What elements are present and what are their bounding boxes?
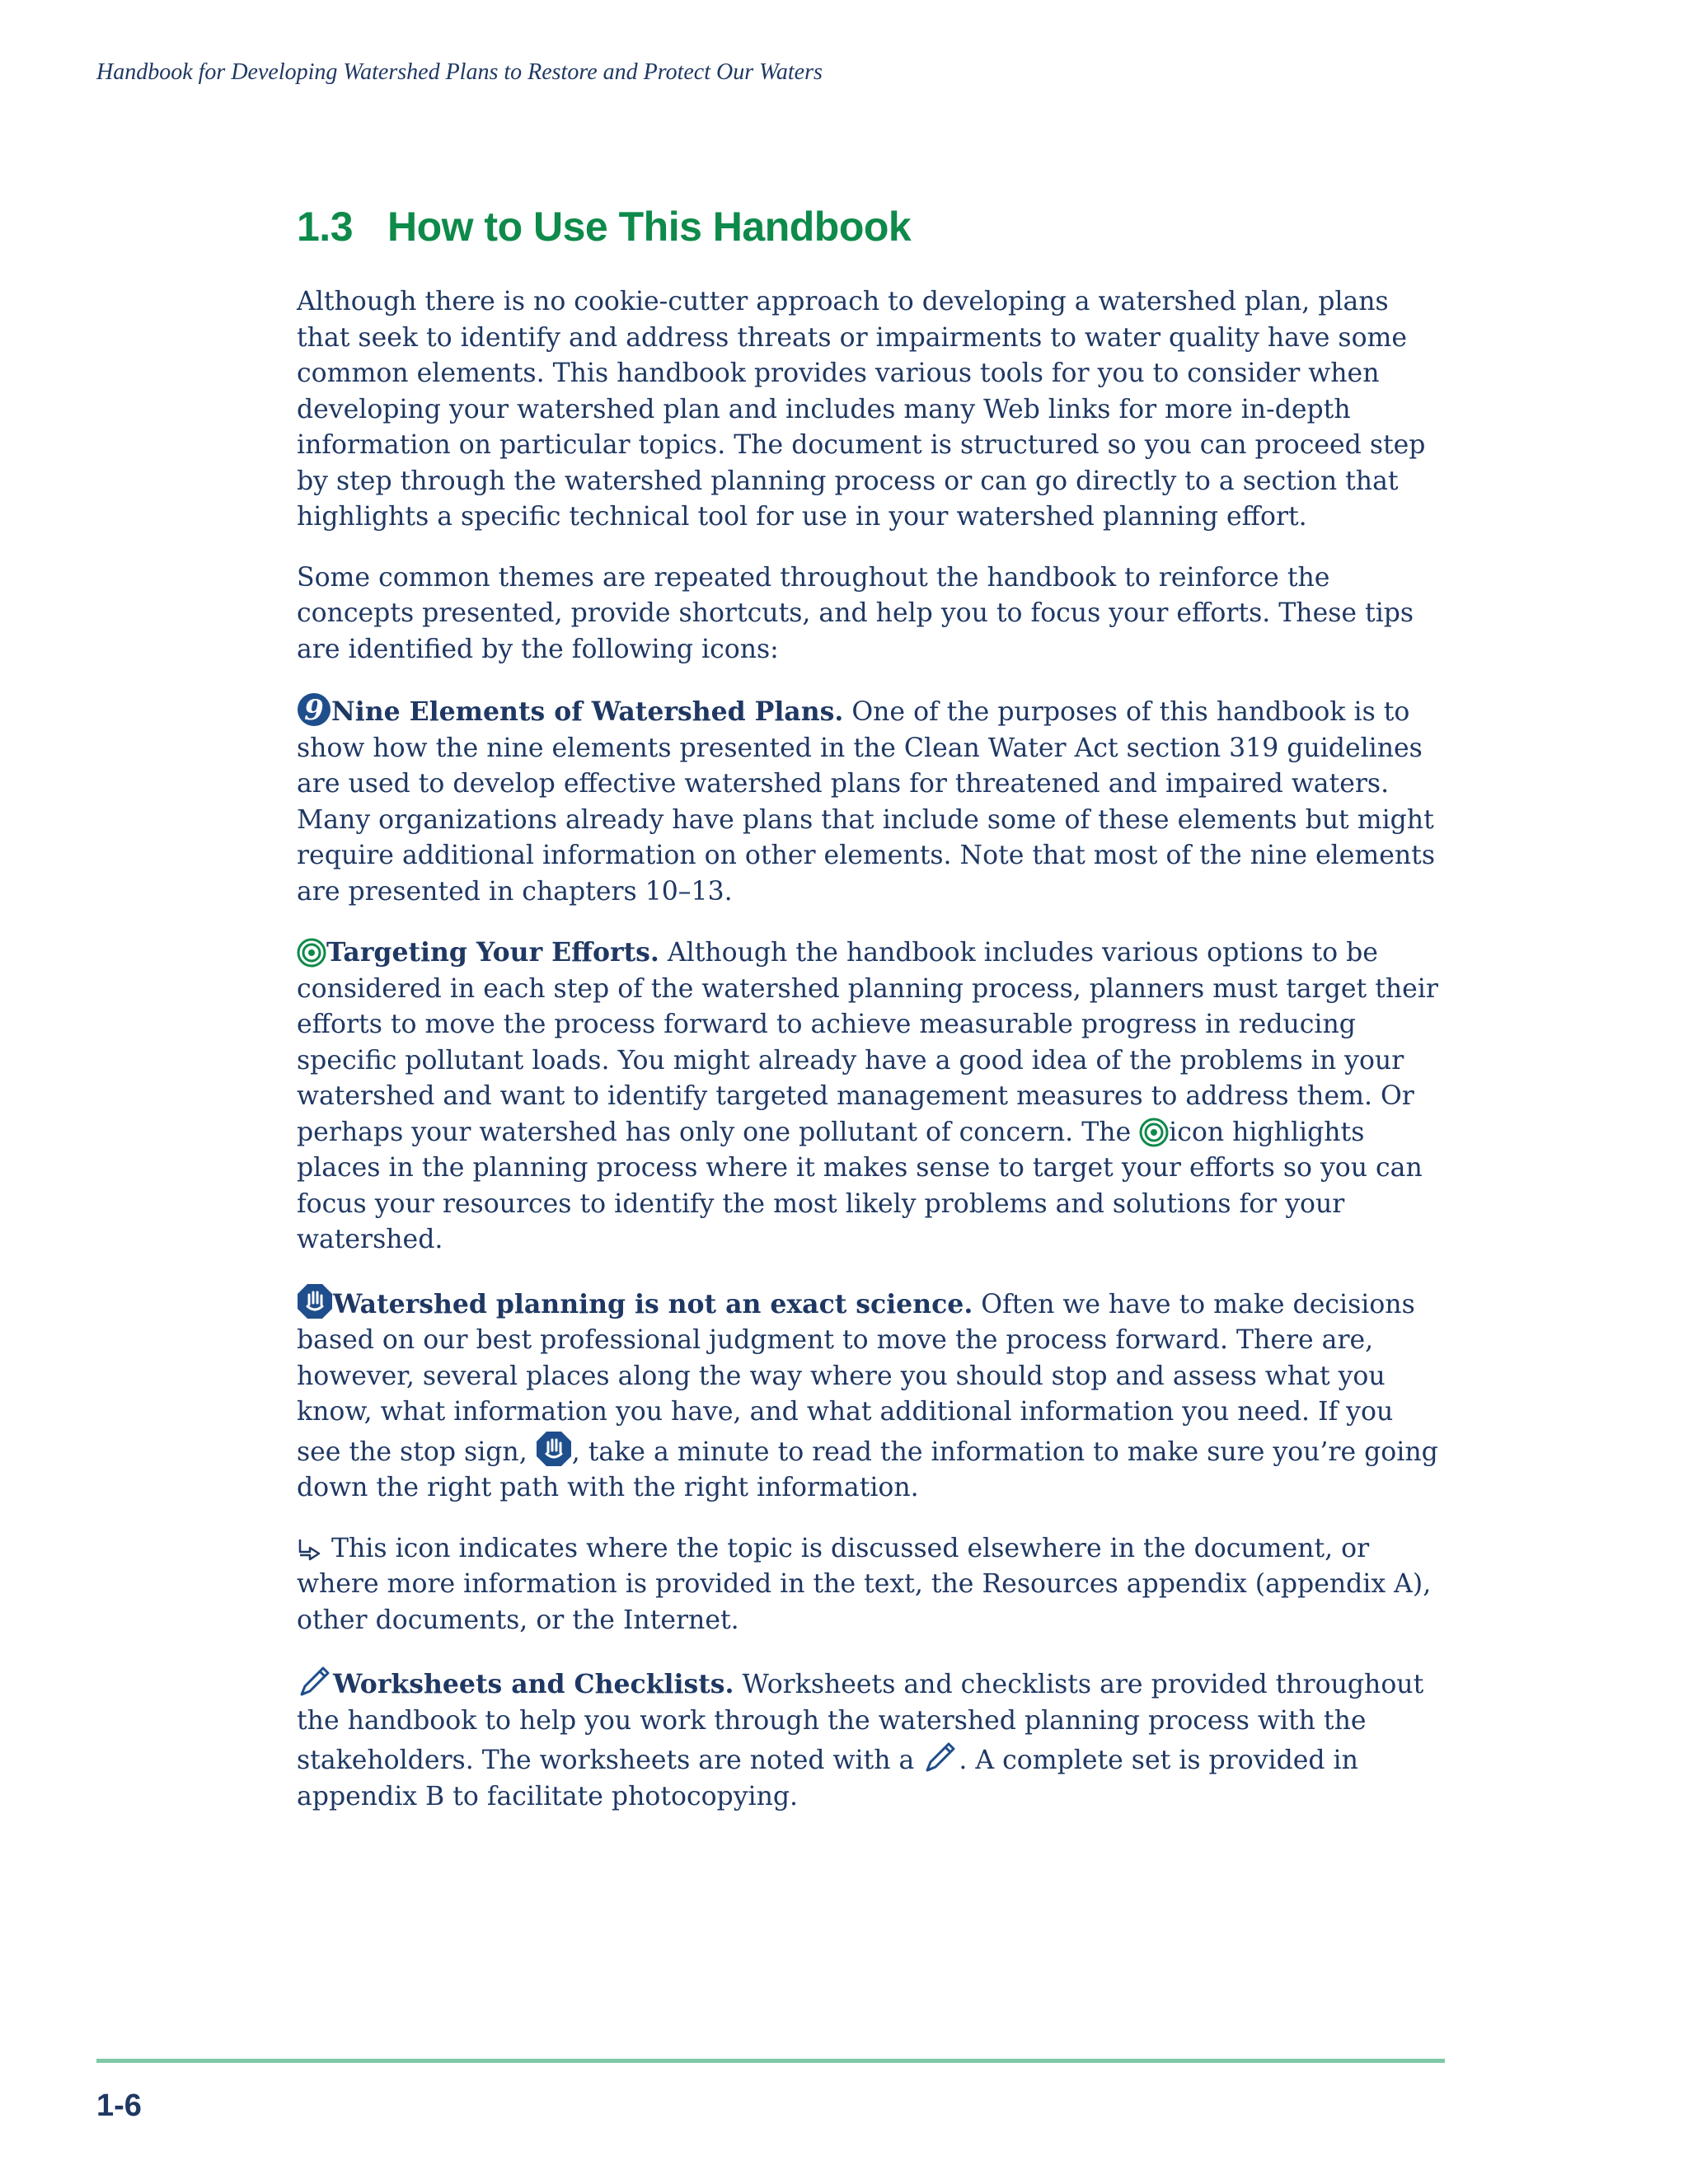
footer-rule [96,2059,1445,2063]
stop-heading: Watershed planning is not an exact science. [333,1288,973,1319]
arrow-reference-icon [297,1537,323,1563]
targeting-paragraph [297,935,1444,1258]
nine-elements-heading: Nine Elements of Watershed Plans. [331,696,844,727]
reference-paragraph [297,1531,1444,1639]
section-title [297,203,911,251]
stop-text-1: Often we have to make decisions based on our best professional judgment to move the process forward. There are, however, several places along the way where you should stop and assess what you know, what information you have, and what additional information you need. If you see the stop sign, [297,1289,1415,1467]
worksheets-paragraph [297,1663,1444,1815]
nine-elements-paragraph [297,692,1444,910]
target-icon [297,938,326,968]
worksheets-text-1: Worksheets and checklists are provided throughout the handbook to help you work through the watershed planning process with the stakeholders. The worksheets are noted with a [297,1670,1424,1775]
running-header: Handbook for Developing Watershed Plans to Restore and Protect Our Waters [96,59,823,85]
targeting-heading: Targeting Your Efforts. [326,937,659,968]
nine-elements-icon [297,692,331,727]
stop-sign-icon [536,1431,572,1467]
reference-text: This icon indicates where the topic is discussed elsewhere in the document, or where more information is provided in the text, the Resources appendix (appendix A), other documents, or the Internet. [297,1533,1432,1635]
page-number: 1-6 [96,2088,142,2123]
stop-paragraph [297,1283,1444,1507]
section-number: 1.3 [297,204,354,250]
pencil-icon [922,1739,959,1775]
nine-elements-text: One of the purposes of this handbook is to show how the nine elements presented in the Clean Water Act section 319 guidelines are used to develop effective watershed plans for threatened and impaired waters. Many organizations already have plans that include some of these elements but might require additional information on other elements. Note that most of the nine elements are presented in chapters 10–13. [297,697,1435,907]
targeting-text-2: icon highlights places in the planning process where it makes sense to target your efforts so you can focus your resources to identify the most likely problems and solutions for your watershed. [297,1117,1423,1254]
stop-text-2: , take a minute to read the information to make sure you’re going down the right path with the right information. [297,1436,1438,1502]
target-icon [1139,1118,1169,1147]
section-title-text: How to Use This Handbook [387,204,912,250]
body-text [297,284,1444,1840]
themes-paragraph: Some common themes are repeated throughout the handbook to reinforce the concepts presented, provide shortcuts, and help you to focus your efforts. These tips are identified by the following icons: [297,562,1414,664]
targeting-text-1: Although the handbook includes various options to be considered in each step of the watershed planning process, planners must target their efforts to move the process forward to achieve measurable progress in reducing specific pollutant loads. You might already have a good idea of the problems in your watershed and want to identify targeted management measures to address them. Or perhaps your watershed has only one pollutant of concern. The [297,938,1438,1147]
stop-sign-icon [297,1283,333,1319]
pencil-icon [297,1663,333,1699]
worksheets-text-2: . A complete set is provided in appendix B to facilitate photocopying. [297,1746,1358,1811]
svg-text:9: 9 [304,694,324,727]
worksheets-heading: Worksheets and Checklists. [333,1669,734,1699]
intro-paragraph: Although there is no cookie-cutter approach to developing a watershed plan, plans that seek to identify and address threats or impairments to water quality have some common elements. This handbook provides various tools for you to consider when developing your watershed plan and includes many Web links for more in-depth information on particular topics. The document is structured so you can proceed step by step through the watershed planning process or can go directly to a section that highlights a specific technical tool for use in your watershed planning effort. [297,287,1426,532]
